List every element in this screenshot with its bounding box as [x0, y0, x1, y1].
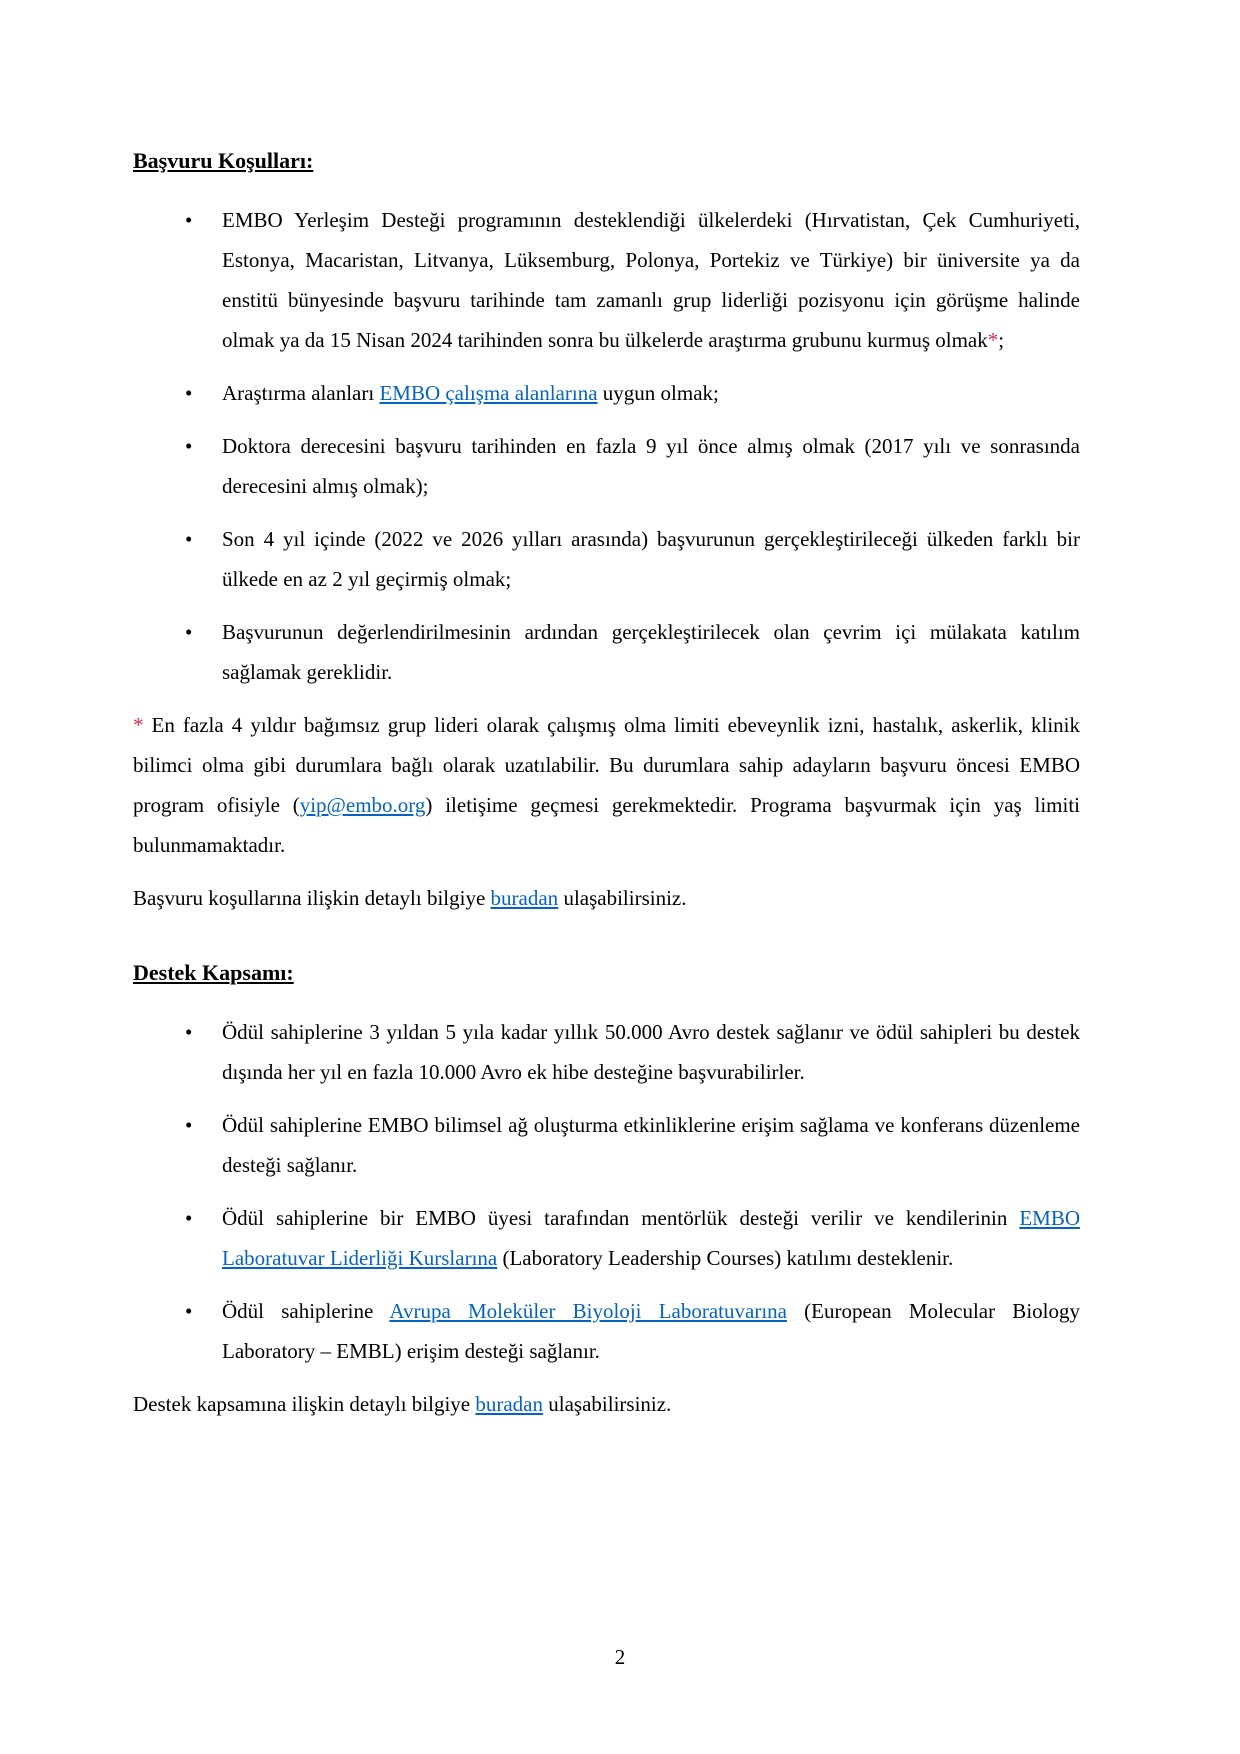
text-run: Başvurunun değerlendirilmesinin ardından gerçekleştirilecek olan çevrim içi mülakata katılım sağlamak gereklidir.: [222, 620, 1080, 684]
paragraph: [133, 878, 1080, 918]
basvuru-kosullari-items: [133, 200, 1080, 918]
bullet-marker-icon: •: [185, 527, 193, 551]
text-run: ) iletişime geçmesi gerekmektedir. Programa başvurmak için yaş limiti bulunmamaktadır.: [133, 793, 1081, 857]
bullet-marker-icon: •: [185, 1299, 193, 1323]
page-footer: [0, 1642, 1240, 1672]
bullet-marker-icon: •: [185, 434, 193, 458]
bullet-item: [133, 612, 1080, 692]
text-run: Araştırma alanları: [222, 381, 380, 405]
text-run: Ödül sahiplerine 3 yıldan 5 yıla kadar yıllık 50.000 Avro destek sağlanır ve ödül sahipleri bu destek dışında her yıl en fazla 10.000 Avro ek hibe desteğine başvurabilirler.: [222, 1020, 1080, 1084]
link-yip-embo-org-email[interactable]: yip@embo.org: [299, 793, 426, 817]
bullet-item: [133, 1105, 1080, 1185]
text-run: (European Molecular Biology Laboratory – EMBL) erişim desteği sağlanır.: [222, 1299, 1080, 1363]
footnote-asterisk: *: [987, 328, 999, 352]
link-destek-kapsami-buradan[interactable]: buradan: [475, 1392, 543, 1416]
text-run: (Laboratory Leadership Courses) katılımı desteklenir.: [497, 1246, 954, 1270]
text-run: Ödül sahiplerine: [222, 1299, 390, 1323]
bullet-marker-icon: •: [185, 381, 193, 405]
text-run: ulaşabilirsiniz.: [543, 1392, 672, 1416]
document-content: [133, 146, 1080, 1437]
paragraph: [133, 705, 1080, 865]
text-run: Son 4 yıl içinde (2022 ve 2026 yılları arasında) başvurunun gerçekleştirileceği ülkeden farklı bir ülkede en az 2 yıl geçirmiş olmak;: [222, 527, 1080, 591]
bullet-item: [133, 1198, 1080, 1278]
heading-destek-kapsami: Destek Kapsamı:: [133, 960, 294, 985]
bullet-item: [133, 1012, 1080, 1092]
bullet-marker-icon: •: [185, 208, 193, 232]
text-run: En fazla 4 yıldır bağımsız grup lideri olarak çalışmış olma limiti ebeveynlik izni, hastalık, askerlik, klinik bilimci olma gibi durumlara bağlı olarak uzatılabilir. Bu durumlara sahip adayların başvuru öncesi EMBO program ofisiyle (: [133, 713, 1080, 817]
link-basvuru-kosullari-buradan[interactable]: buradan: [490, 886, 559, 910]
bullet-item: [133, 200, 1080, 360]
text-run: Başvuru koşullarına ilişkin detaylı bilgiye: [133, 886, 491, 910]
text-run: Doktora derecesini başvuru tarihinden en fazla 9 yıl önce almış olmak (2017 yılı ve sonrasında derecesini almış olmak);: [222, 434, 1080, 498]
link-embo-calisma-alanlari[interactable]: EMBO çalışma alanlarına: [379, 381, 598, 405]
destek-kapsami-items: [133, 1012, 1080, 1424]
paragraph: [133, 1384, 1080, 1424]
bullet-marker-icon: •: [185, 620, 193, 644]
text-run: Ödül sahiplerine bir EMBO üyesi tarafından mentörlük desteği verilir ve kendilerinin: [222, 1206, 1020, 1230]
text-run: EMBO Yerleşim Desteği programının desteklendiği ülkelerdeki (Hırvatistan, Çek Cumhuriyeti, Estonya, Macaristan, Litvanya, Lüksemburg, Polonya, Portekiz ve Türkiye) bir üniversite ya da enstitü bünyesinde başvuru tarihinde tam zamanlı grup liderliği pozisyonu için görüşme halinde olmak ya da 15 Nisan 2024 tarihinden sonra bu ülkelerde araştırma grubunu kurmuş olmak: [222, 208, 1080, 352]
bullet-marker-icon: •: [185, 1020, 193, 1044]
section-basvuru-kosullari: [133, 146, 1080, 918]
text-run: Destek kapsamına ilişkin detaylı bilgiye: [133, 1392, 476, 1416]
text-run: Ödül sahiplerine EMBO bilimsel ağ oluşturma etkinliklerine erişim sağlama ve konferans düzenleme desteği sağlanır.: [222, 1113, 1080, 1177]
section-destek-kapsami: [133, 958, 1080, 1424]
footnote-asterisk: *: [133, 713, 144, 737]
bullet-item: [133, 519, 1080, 599]
bullet-marker-icon: •: [185, 1113, 193, 1137]
bullet-item: [133, 373, 1080, 413]
link-avrupa-molekuler-biyoloji-laboratuvari[interactable]: Avrupa Moleküler Biyoloji Laboratuvarına: [389, 1299, 787, 1323]
heading-basvuru-kosullari: Başvuru Koşulları:: [133, 148, 314, 173]
bullet-item: [133, 1291, 1080, 1371]
text-run: ulaşabilirsiniz.: [558, 886, 687, 910]
bullet-marker-icon: •: [185, 1206, 193, 1230]
bullet-item: [133, 426, 1080, 506]
page-number: 2: [614, 1645, 626, 1669]
link-embo-laboratuvar-liderligi-kurslari[interactable]: EMBO Laboratuvar Liderliği Kurslarına: [222, 1206, 1080, 1270]
text-run: ;: [998, 328, 1005, 352]
text-run: uygun olmak;: [597, 381, 719, 405]
